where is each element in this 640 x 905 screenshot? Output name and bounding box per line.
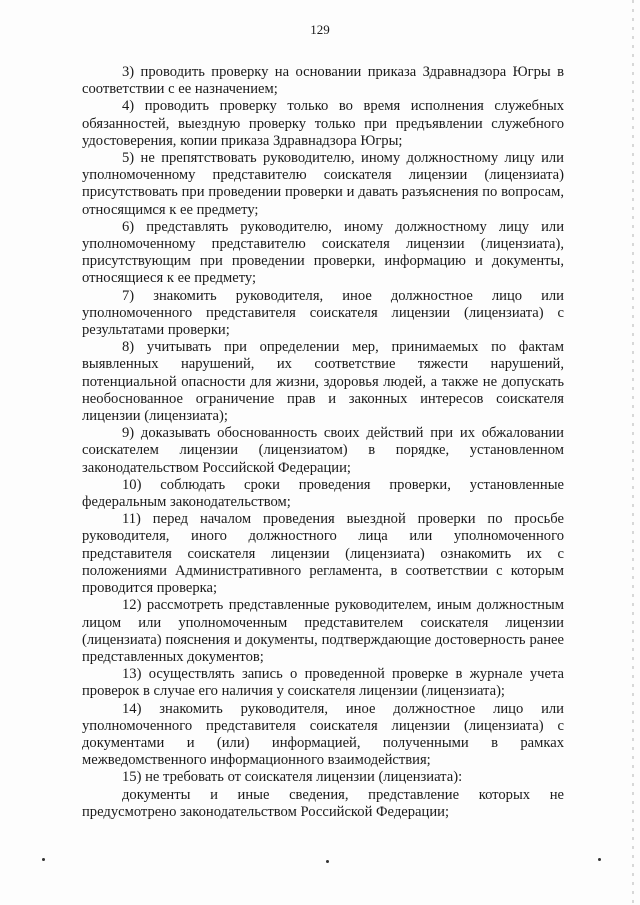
paragraph-item-7: 7) знакомить руководителя, иное должностное лицо или уполномоченного представителя соискателя лицензии (лицензиата) с результатами проверки; (82, 287, 564, 339)
paragraph-item-4: 4) проводить проверку только во время исполнения служебных обязанностей, выездную проверку только при предъявлении служебного удостоверения, копии приказа Здравнадзора Югры; (82, 98, 564, 149)
paragraph-subitem: документы и иные сведения, представление которых не предусмотрено законодательством Российской Федерации; (82, 786, 564, 820)
paragraph-item-15: 15) не требовать от соискателя лицензии (лицензиата): (122, 769, 463, 786)
paragraph-item-10: 10) соблюдать сроки проведения проверки, установленные федеральным законодательством; (82, 476, 564, 511)
paragraph-item-12: 12) рассмотреть представленные руководителем, иным должностным лицом или уполномоченным представителем соискателя лицензии (лицензиата) пояснения и документы, подтверждающие достоверность ранее представленных документов; (82, 597, 564, 665)
page-number: 129 (310, 22, 330, 37)
paragraph-item-5: 5) не препятствовать руководителю, иному должностному лицу или уполномоченному представителю соискателя лицензии (лицензиата) присутствовать при проведении проверки и давать разъяснения по вопросам, относящимся к ее предмету; (82, 150, 564, 218)
scan-speck (326, 860, 329, 863)
paragraph-item-6: 6) представлять руководителю, иному должностному лицу или уполномоченному представителю соискателя лицензии (лицензиата), присутствующим при проведении проверки, информацию и документы, относящиеся к ее предмету; (82, 218, 564, 287)
paragraph-item-8: 8) учитывать при определении мер, принимаемых по фактам выявленных нарушений, их соответствие тяжести нарушений, потенциальной опасности для жизни, здоровья людей, а также не допускать необоснованное ограничение прав и законных интересов соискателя лицензии (лицензиата); (82, 339, 564, 425)
scan-edge (632, 0, 634, 905)
paragraph-item-13: 13) осуществлять запись о проведенной проверке в журнале учета проверок в случае его наличия у соискателя лицензии (лицензиата); (82, 666, 564, 700)
scan-speck (42, 858, 45, 861)
paragraph-item-9: 9) доказывать обоснованность своих действий при их обжаловании соискателем лицензии (лицензиатом) в порядке, установленном законодательством Российской Федерации; (82, 425, 564, 476)
scan-speck (598, 858, 601, 861)
paragraph-item-14: 14) знакомить руководителя, иное должностное лицо или уполномоченного представителя соискателя лицензии (лицензиата) с документами и (или) информацией, полученными в рамках межведомственного информационного взаимодействия; (82, 700, 564, 769)
paragraph-item-3: 3) проводить проверку на основании приказа Здравнадзора Югры в соответствии с ее назначением; (82, 64, 564, 98)
paragraph-item-11: 11) перед началом проведения выездной проверки по просьбе руководителя, иного должностного лица или уполномоченного представителя соискателя лицензии (лицензиата) ознакомить их с положениями Административного регламента, в соответствии с которым проводится проверка; (82, 511, 564, 597)
document-body (82, 64, 564, 821)
